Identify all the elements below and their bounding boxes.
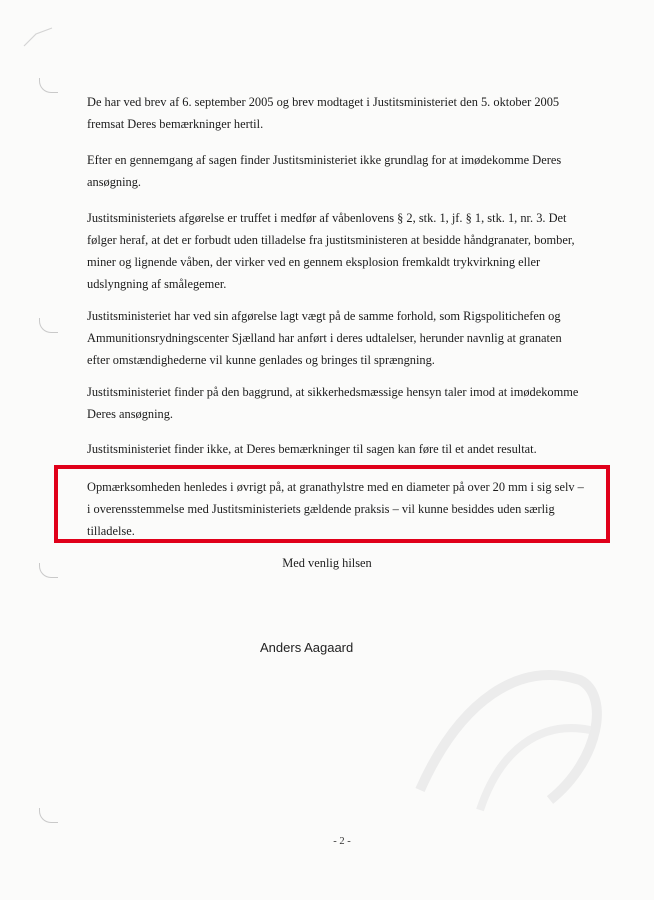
signature-name: Anders Aagaard: [260, 640, 354, 655]
page-number: - 2 -: [333, 836, 351, 847]
faint-stamp-watermark: [380, 640, 620, 820]
punch-hole-mark: [39, 808, 58, 823]
punch-hole-mark: [39, 318, 58, 333]
paragraph-safety-concerns: Justitsministeriet finder på den baggrund, at sikkerhedsmæssige hensyn taler imod at imødekomme Deres ansøgning.: [87, 385, 579, 421]
paragraph-decision-grounds: Justitsministeriet har ved sin afgørelse lagt vægt på de samme forhold, som Rigspolitichefen og Ammunitionsrydningscenter Sjælland har anført i deres udtalelser, herunder navnlig at granaten efter omstændighederne vil kunne genlades og bringes til sprængning.: [87, 309, 562, 367]
closing-salutation: Med venlig hilsen: [282, 556, 372, 570]
scan-corner-mark: [22, 20, 62, 50]
punch-hole-mark: [39, 78, 58, 93]
paragraph-legal-basis: Justitsministeriets afgørelse er truffet i medfør af våbenlovens § 2, stk. 1, jf. § 1, stk. 1, nr. 3. Det følger heraf, at det er forbudt uden tilladelse fra justitsministeren at besidde håndgranater, bomber, miner og lignende våben, der virker ved en gennem eksplosion fremkaldt trykvirkning eller udslyngning af smålegemer.: [87, 211, 575, 291]
paragraph-letter-reference: De har ved brev af 6. september 2005 og brev modtaget i Justitsministeriet den 5. oktober 2005 fremsat Deres bemærkninger hertil.: [87, 95, 560, 131]
paragraph-remarks-result: Justitsministeriet finder ikke, at Deres bemærkninger til sagen kan føre til et andet resultat.: [87, 442, 537, 456]
paragraph-review-outcome: Efter en gennemgang af sagen finder Justitsministeriet ikke grundlag for at imødekomme Deres ansøgning.: [87, 153, 562, 189]
paragraph-cartridge-notice: Opmærksomheden henledes i øvrigt på, at granathylstre med en diameter på over 20 mm i sig selv – i overensstemmelse med Justitsministeriets gældende praksis – vil kunne besiddes uden særlig tilladelse.: [87, 480, 584, 538]
